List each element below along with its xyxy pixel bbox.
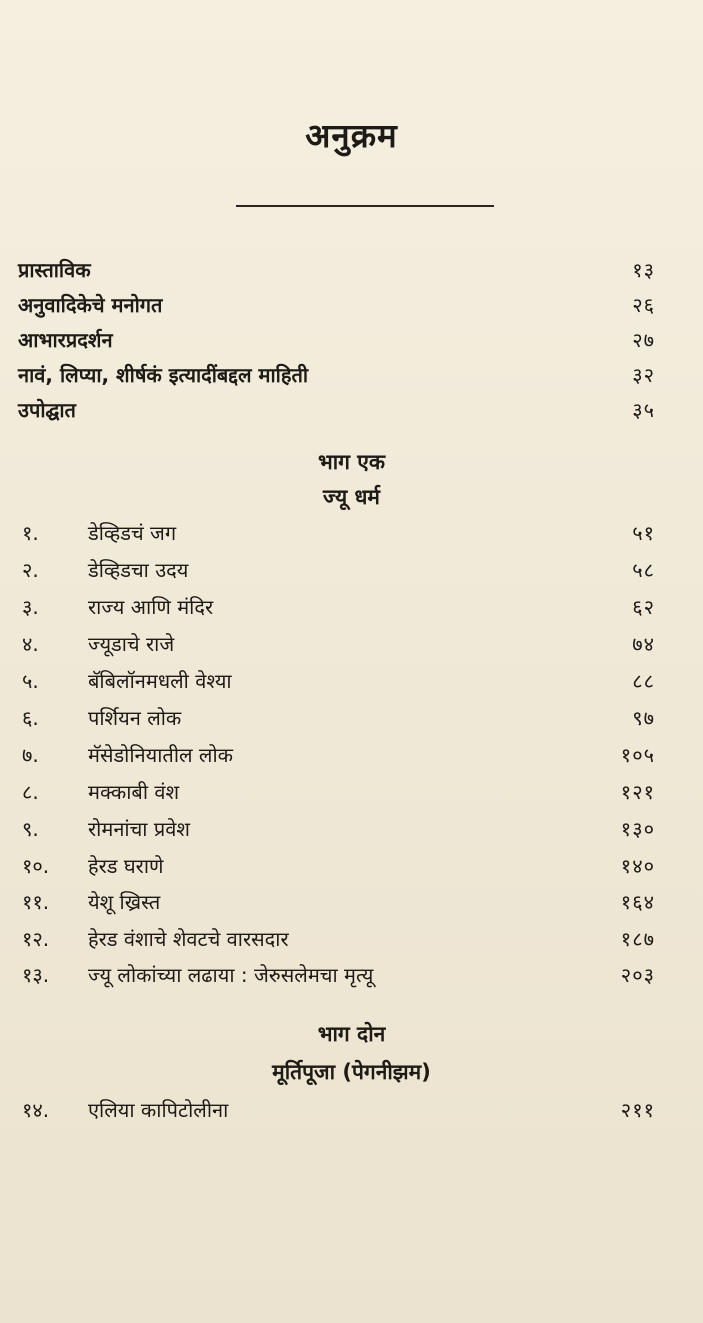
- chapter-page-number: १२१: [620, 780, 655, 804]
- chapter-page-number: १४०: [620, 854, 655, 878]
- chapter-number: १२.: [22, 927, 50, 951]
- chapter-title: पर्शियन लोक: [88, 706, 182, 730]
- chapter-row: [0, 590, 703, 624]
- toc-entry-title: अनुवादिकेचे मनोगत: [18, 293, 163, 317]
- chapter-number: १.: [22, 521, 39, 545]
- toc-entry-title: प्रास्ताविक: [18, 258, 91, 282]
- page-title: अनुक्रम: [305, 116, 398, 155]
- part-two-subheading: मूर्तिपूजा (पेगनीझम): [272, 1060, 431, 1084]
- chapter-row: [0, 516, 703, 550]
- chapter-title: मक्काबी वंश: [88, 780, 180, 804]
- toc-page-number: २६: [632, 293, 655, 317]
- chapter-title: हेरड घराणे: [88, 854, 164, 878]
- chapter-title: एलिया कापिटोलीना: [88, 1098, 229, 1122]
- chapter-row: [0, 922, 703, 956]
- toc-entry-front-4: [0, 358, 703, 392]
- toc-entry-front-3: [0, 323, 703, 357]
- chapter-title: हेरड वंशाचे शेवटचे वारसदार: [88, 927, 289, 951]
- chapter-number: ५.: [22, 669, 39, 693]
- chapter-number: १३.: [22, 963, 50, 987]
- chapter-row: [0, 812, 703, 846]
- chapter-title: डेव्हिडचं जग: [88, 521, 177, 545]
- chapter-row: [0, 885, 703, 919]
- chapter-row: [0, 958, 703, 992]
- chapter-number: ११.: [22, 890, 50, 914]
- chapter-number: ४.: [22, 632, 39, 656]
- chapter-title: ज्यू लोकांच्या लढाया : जेरुसलेमचा मृत्यू: [88, 963, 374, 987]
- toc-entry-front-1: [0, 253, 703, 287]
- chapter-number: २.: [22, 558, 39, 582]
- chapter-number: ७.: [22, 743, 39, 767]
- toc-entry-front-5: [0, 393, 703, 427]
- chapter-number: १०.: [22, 854, 50, 878]
- chapter-page-number: १६४: [620, 890, 655, 914]
- chapter-page-number: ९७: [632, 706, 655, 730]
- chapter-row: [0, 738, 703, 772]
- chapter-page-number: ५८: [632, 558, 655, 582]
- chapter-row: [0, 701, 703, 735]
- chapter-title: राज्य आणि मंदिर: [88, 595, 214, 619]
- chapter-row: [0, 775, 703, 809]
- toc-entry-title: नावं, लिप्या, शीर्षकं इत्यादींबद्दल माहिती: [18, 363, 309, 387]
- chapter-page-number: २०३: [620, 963, 655, 987]
- part-one-subheading: ज्यू धर्म: [323, 485, 380, 509]
- chapter-page-number: ८८: [632, 669, 655, 693]
- toc-entry-front-2: [0, 288, 703, 322]
- toc-page-number: १३: [632, 258, 655, 282]
- toc-entry-title: उपोद्घात: [18, 398, 76, 422]
- chapter-row: [0, 664, 703, 698]
- chapter-page-number: १०५: [620, 743, 655, 767]
- chapter-number: ६.: [22, 706, 39, 730]
- chapter-number: १४.: [22, 1098, 50, 1122]
- part-one-heading: भाग एक: [317, 450, 386, 474]
- chapter-page-number: ७४: [632, 632, 655, 656]
- chapter-page-number: २११: [620, 1098, 655, 1122]
- chapter-page-number: ६२: [632, 595, 655, 619]
- toc-page-number: २७: [632, 328, 655, 352]
- toc-page-number: ३५: [632, 398, 655, 422]
- chapter-title: येशू ख्रिस्त: [88, 890, 161, 914]
- chapter-title: बॅबिलॉनमधली वेश्या: [88, 669, 232, 693]
- toc-page-number: ३२: [632, 363, 655, 387]
- chapter-title: मॅसेडोनियातील लोक: [88, 743, 234, 767]
- chapter-row: [0, 849, 703, 883]
- title-underline: [236, 205, 494, 207]
- chapter-title: डेव्हिडचा उदय: [88, 558, 189, 582]
- chapter-page-number: १८७: [620, 927, 655, 951]
- chapter-number: ९.: [22, 817, 39, 841]
- part-two-heading: भाग दोन: [317, 1022, 386, 1046]
- chapter-row: [0, 627, 703, 661]
- chapter-number: ८.: [22, 780, 39, 804]
- chapter-page-number: १३०: [620, 817, 655, 841]
- chapter-page-number: ५१: [632, 521, 655, 545]
- chapter-row: [0, 553, 703, 587]
- chapter-title: रोमनांचा प्रवेश: [88, 817, 190, 841]
- chapter-row: [0, 1093, 703, 1127]
- chapter-number: ३.: [22, 595, 39, 619]
- toc-entry-title: आभारप्रदर्शन: [18, 328, 113, 352]
- chapter-title: ज्यूडाचे राजे: [88, 632, 175, 656]
